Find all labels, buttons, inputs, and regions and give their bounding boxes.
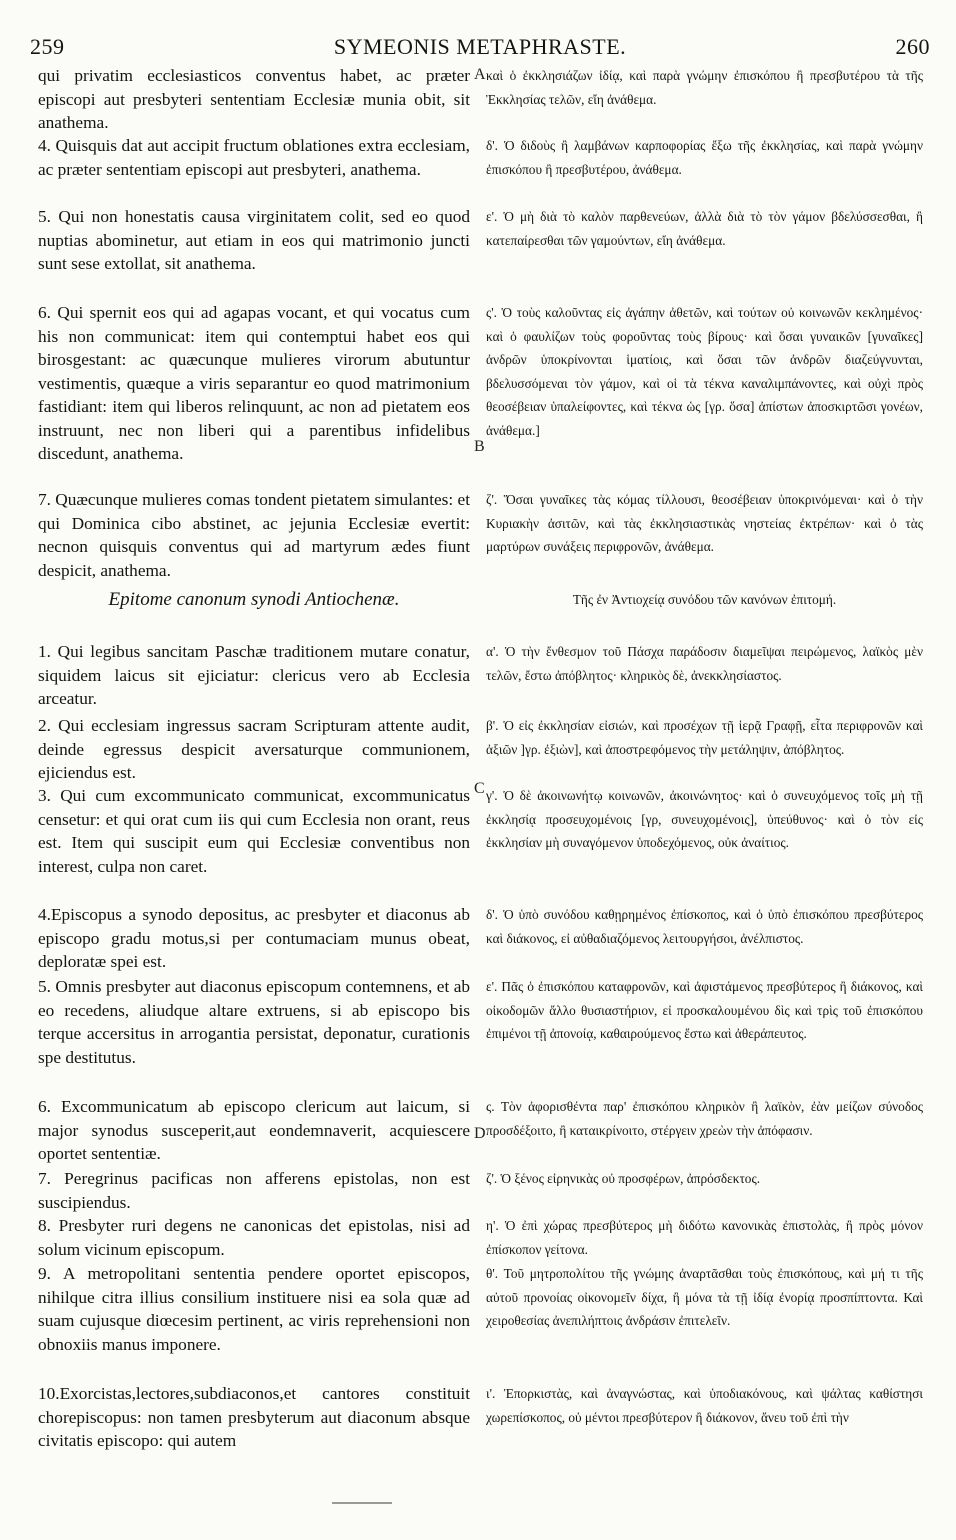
latin-paragraph: 9. A metropolitani sententia pendere oportet episcopos, nihilque citra illius consilium instituere nisi ea sola quæ ad suam cujusque diœcesim pertinent, ac viris reprehensioni non obnoxiis manus imponere.	[38, 1264, 470, 1354]
latin-paragraph: 4. Quisquis dat aut accipit fructum oblationes extra ecclesiam, ac præter sententiam episcopi aut presbyteri, anathema.	[38, 136, 470, 179]
greek-paragraph: ι'. Ἐπορκιστὰς, καὶ ἀναγνώστας, καὶ ὑποδιακόνους, καὶ ψάλτας καθίστησι χωρεπίσκοπος, οὐ μέντοι πρεσβύτερον ἢ διάκονον, ἄνευ τοῦ ἐπὶ τὴν	[486, 1386, 923, 1425]
latin-paragraph: 7. Peregrinus pacificas non afferens epistolas, non est suscipiendus.	[38, 1169, 470, 1212]
section-heading-latin: Epitome canonum synodi Antiochenæ.	[108, 589, 400, 610]
greek-paragraph: δ'. Ὁ ὑπὸ συνόδου καθῃρημένος ἐπίσκοπος, καὶ ὁ ὑπὸ ἐπισκόπου πρεσβύτερος καὶ διάκονος, εἰ αὐθαδιαζόμενος λειτουργήσοι, ἀνέλπιστος.	[486, 907, 923, 946]
latin-paragraph: 5. Omnis presbyter aut diaconus episcopum contemnens, et ab eo recedens, aliudque altare extruens, si ab episcopo bis terque accersitus in arrogantia persistat, deponatur, curationis spe destitutus.	[38, 977, 470, 1067]
greek-paragraph: β'. Ὁ εἰς ἐκκλησίαν εἰσιών, καὶ προσέχων τῇ ἱερᾷ Γραφῇ, εἶτα περιφρονῶν καὶ ἀξιῶν ]γρ. ἐξιὼν], καὶ ἀποστρεφόμενος τὴν μετάληψιν, ἀπόβλητος.	[486, 718, 923, 757]
page-number-left: 259	[30, 34, 65, 59]
page-number-right: 260	[895, 34, 930, 59]
greek-paragraph: η'. Ὁ ἐπὶ χώρας πρεσβύτερος μὴ διδότω κανονικὰς ἐπιστολὰς, ἢ πρὸς μόνον ἐπίσκοπον γείτονα.	[486, 1218, 923, 1257]
latin-paragraph: 4.Episcopus a synodo depositus, ac presbyter et diaconus ab episcopo gradu motus,si per contumaciam munus obeat, deploratæ spei est.	[38, 905, 470, 971]
greek-paragraph: θ'. Τοῦ μητροπολίτου τῆς γνώμης ἀναρτᾶσθαι τοὺς ἐπισκόπους, καὶ μή τι τῆς αὐτοῦ προνοίας οἰκονομεῖν δίχα, ἢ μόνα τὰ τῇ ἰδίᾳ ἐνορίᾳ προσπίπτοντα. Καὶ χειροθεσίας ἀνεπιλήπτοις ἀνδράσιν ἐπιτελεῖν.	[486, 1266, 923, 1328]
latin-paragraph: 10.Exorcistas,lectores,subdiaconos,et cantores constituit chorepiscopus: non tamen presbyterum aut diaconum absque civitatis episcopo: qui autem	[38, 1384, 470, 1450]
latin-paragraph: 7. Quæcunque mulieres comas tondent pietatem simulantes: et qui Dominica cibo abstinet, ac jejunia Ecclesiæ evertit: necnon quisquis conventus qui ad martyrum ædes fiunt despicit, anathema.	[38, 490, 470, 580]
latin-paragraph: qui privatim ecclesiasticos conventus habet, ac præter episcopi aut presbyteri sententiam Ecclesiæ munia obit, sit anathema.	[38, 66, 470, 132]
latin-paragraph: 8. Presbyter ruri degens ne canonicas det epistolas, nisi ad solum vicinum episcopum.	[38, 1216, 470, 1259]
greek-column	[486, 64, 923, 1454]
latin-paragraph: 2. Qui ecclesiam ingressus sacram Scripturam attente audit, deinde egressus despicit aversaturque communionem, ejiciendus est.	[38, 716, 470, 782]
section-heading-greek: Τῆς ἐν Ἀντιοχείᾳ συνόδου τῶν κανόνων ἐπιτομή.	[572, 592, 837, 607]
latin-paragraph: 1. Qui legibus sancitam Paschæ traditionem mutare conatur, siquidem laicus sit ejiciatur: clericus vero ab Ecclesia arceatur.	[38, 642, 470, 708]
greek-paragraph: ε'. Ὁ μὴ διὰ τὸ καλὸν παρθενεύων, ἀλλὰ διὰ τὸ τὸν γάμον βδελύσσεσθαι, ἢ κατεπαίρεσθαι τῶν γαμούντων, εἴη ἀνάθεμα.	[486, 209, 923, 248]
greek-paragraph: ζ'. Ὁ ξένος εἰρηνικὰς οὐ προσφέρων, ἀπρόσδεκτος.	[486, 1171, 761, 1186]
greek-paragraph: γ'. Ὁ δὲ ἀκοινωνήτῳ κοινωνῶν, ἀκοινώνητος· καὶ ὁ συνευχόμενος τοῖς μὴ τῇ ἐκκλησίᾳ προσευχομένοις [γρ, συνευχομένοις], ὑπεύθυνος· καὶ ὁ τὸν εἰς ἐκκλησίαν μὴ συναγόμενον ὑποδεχόμενος, οὐκ ἀναίτιος.	[486, 788, 923, 850]
margin-letter-d: D	[474, 1125, 486, 1142]
greek-paragraph: ς. Τὸν ἀφορισθέντα παρ' ἐπισκόπου κληρικὸν ἢ λαϊκὸν, ἐὰν μείζων σύνοδος προσδέξοιτο, ἢ καταικρίνοιτο, στέργειν χρεὼν τὴν ἀπόφασιν.	[486, 1099, 923, 1138]
greek-paragraph: α'. Ὁ τὴν ἔνθεσμον τοῦ Πάσχα παράδοσιν διαμεῖψαι πειρώμενος, λαϊκὸς μὲν τελῶν, ἔστω ἀπόβλητος· κληρικὸς δὲ, ἀνεκκλησίαστος.	[486, 644, 923, 683]
running-title: SYMEONIS METAPHRASTE.	[333, 34, 627, 59]
page-header	[30, 34, 930, 64]
latin-paragraph: 6. Qui spernit eos qui ad agapas vocant, et qui vocatus cum his non communicat: item qui contemptui habet eos qui birosgestant: ac quæcunque mulieres virorum abutuntur vestimentis, quæque a viris separantur eo quod matrimonium fastidiant: item qui liberos relinquunt, ac non ad pietatem eos instruunt, nec non liberi qui a parentibus infidelibus discedunt, anathema.	[38, 303, 470, 463]
latin-column	[38, 64, 470, 1454]
greek-paragraph: ς'. Ὁ τοὺς καλοῦντας εἰς ἀγάπην ἀθετῶν, καὶ τούτων οὐ κοινωνῶν κεκλημένος· καὶ ὁ φαυλίζων τοὺς φοροῦντας τοὺς βίρους· καὶ ὅσαι γυναικῶν [γυναῖκες] ἀνδρῶν ὑποκρίνονται ἱματίοις, καὶ ὅσαι τῶν ἀνδρῶν διαζεύγνυνται, βδελυσσόμεναι τὸν γάμον, καὶ οἱ τὰ τέκνα καναλιμπάνοντες, καὶ οὐχὶ πρὸς θεοσέβειαν ὑπαλείφοντες, καὶ τέκνα ὡς [γρ. ὅσα] ἀπίστων ἀποσκιρτῶσι γονέων, ἀνάθεμα.]	[486, 305, 923, 438]
latin-paragraph: 5. Qui non honestatis causa virginitatem colit, sed eo quod nuptias abominetur, aut etiam in eos qui matrimonio juncti sunt sese extollat, sit anathema.	[38, 207, 470, 273]
margin-letter-c: C	[474, 780, 485, 797]
latin-paragraph: 3. Qui cum excommunicato communicat, excommunicatus censetur: et qui orat cum iis qui cum Ecclesia non orant, reus est. Item qui suscipit eum qui Ecclesiæ conventibus non interest, culpa non caret.	[38, 786, 470, 876]
greek-paragraph: ζ'. Ὅσαι γυναῖκες τὰς κόμας τίλλουσι, θεοσέβειαν ὑποκρινόμεναι· καὶ ὁ τὴν Κυριακὴν ἀσιτῶν, καὶ τὰς ἐκκλησιαστικὰς νηστείας ἐκτρέπων· καὶ ὁ τὰς μαρτύρων συνάξεις περιφρονῶν, ἀνάθεμα.	[486, 492, 923, 554]
margin-letter-b: B	[474, 438, 485, 455]
latin-paragraph: 6. Excommunicatum ab episcopo clericum aut laicum, si major synodus susceperit,aut eondemnaverit, acquiescere oportet sententiæ.	[38, 1097, 470, 1163]
greek-paragraph: δ'. Ὁ διδοὺς ἢ λαμβάνων καρποφορίας ἔξω τῆς ἐκκλησίας, καὶ παρὰ γνώμην ἐπισκόπου ἢ πρεσβυτέρου, ἀνάθεμα.	[486, 138, 923, 177]
greek-paragraph: καὶ ὁ ἐκκλησιάζων ἰδίᾳ, καὶ παρὰ γνώμην ἐπισκόπου ἢ πρεσβυτέρου τὰ τῆς Ἐκκλησίας τελῶν, εἴη ἀνάθεμα.	[486, 68, 923, 107]
bottom-ornament	[332, 1502, 392, 1504]
margin-letter-a: A	[474, 66, 486, 83]
greek-paragraph: ε'. Πᾶς ὁ ἐπισκόπου καταφρονῶν, καὶ ἀφιστάμενος πρεσβύτερος ἢ διάκονος, καὶ οἰκοδομῶν ἄλλο θυσιαστήριον, εἰ προσκαλουμένου δὶς καὶ τρὶς τοῦ ἐπισκόπου ἐπιμένοι τῇ ἀπονοίᾳ, καθαιρούμενος ἔστω καὶ ἀθεράπευτος.	[486, 979, 923, 1041]
